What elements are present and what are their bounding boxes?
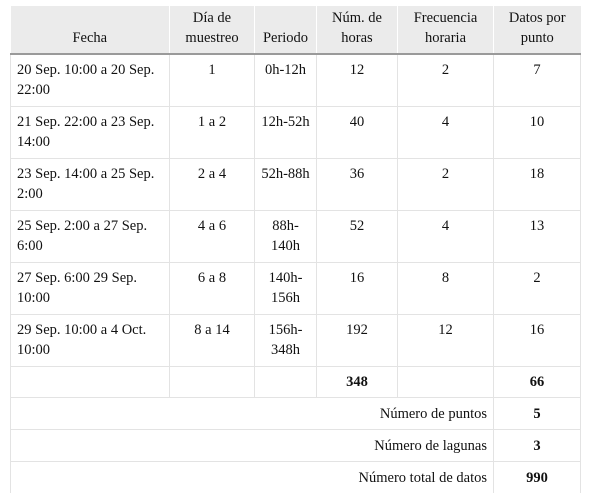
cell-horas: 36 bbox=[317, 159, 398, 211]
cell-fecha: 25 Sep. 2:00 a 27 Sep. 6:00 bbox=[11, 211, 170, 263]
header-num-horas: Núm. de horas bbox=[317, 6, 398, 54]
table-body bbox=[11, 54, 581, 493]
cell-datos: 10 bbox=[494, 107, 581, 159]
summary-label: Número total de datos bbox=[11, 462, 494, 493]
header-row bbox=[11, 6, 581, 54]
header-fecha: Fecha bbox=[11, 6, 170, 54]
cell-periodo: 140h-156h bbox=[255, 263, 317, 315]
cell-horas: 12 bbox=[317, 54, 398, 107]
empty-cell bbox=[170, 367, 255, 398]
summary-row-total-datos bbox=[11, 462, 581, 493]
summary-row-lagunas bbox=[11, 430, 581, 462]
cell-periodo: 12h-52h bbox=[255, 107, 317, 159]
cell-periodo: 52h-88h bbox=[255, 159, 317, 211]
table-row bbox=[11, 263, 581, 315]
cell-fecha: 20 Sep. 10:00 a 20 Sep. 22:00 bbox=[11, 54, 170, 107]
empty-cell bbox=[255, 367, 317, 398]
cell-fecha: 23 Sep. 14:00 a 25 Sep. 2:00 bbox=[11, 159, 170, 211]
cell-frecuencia: 12 bbox=[398, 315, 494, 367]
header-datos-por-punto: Datos por punto bbox=[494, 6, 581, 54]
cell-periodo: 156h-348h bbox=[255, 315, 317, 367]
summary-value: 990 bbox=[494, 462, 581, 493]
header-periodo: Periodo bbox=[255, 6, 317, 54]
summary-value: 3 bbox=[494, 430, 581, 462]
cell-fecha: 29 Sep. 10:00 a 4 Oct. 10:00 bbox=[11, 315, 170, 367]
summary-label: Número de puntos bbox=[11, 398, 494, 430]
cell-datos: 13 bbox=[494, 211, 581, 263]
table-row bbox=[11, 211, 581, 263]
cell-horas: 16 bbox=[317, 263, 398, 315]
cell-datos: 18 bbox=[494, 159, 581, 211]
empty-cell bbox=[11, 367, 170, 398]
cell-dia: 6 a 8 bbox=[170, 263, 255, 315]
table-header bbox=[11, 6, 581, 54]
cell-dia: 1 bbox=[170, 54, 255, 107]
cell-fecha: 21 Sep. 22:00 a 23 Sep. 14:00 bbox=[11, 107, 170, 159]
total-data-per-point: 66 bbox=[494, 367, 581, 398]
totals-row bbox=[11, 367, 581, 398]
cell-frecuencia: 4 bbox=[398, 107, 494, 159]
cell-frecuencia: 2 bbox=[398, 159, 494, 211]
table-row bbox=[11, 315, 581, 367]
total-hours: 348 bbox=[317, 367, 398, 398]
cell-frecuencia: 2 bbox=[398, 54, 494, 107]
table-row bbox=[11, 159, 581, 211]
header-dia-muestreo: Día de muestreo bbox=[170, 6, 255, 54]
cell-horas: 40 bbox=[317, 107, 398, 159]
table-row bbox=[11, 54, 581, 107]
table-row bbox=[11, 107, 581, 159]
sampling-table bbox=[10, 6, 581, 493]
cell-periodo: 88h-140h bbox=[255, 211, 317, 263]
cell-horas: 52 bbox=[317, 211, 398, 263]
cell-dia: 2 a 4 bbox=[170, 159, 255, 211]
summary-row-puntos bbox=[11, 398, 581, 430]
cell-fecha: 27 Sep. 6:00 29 Sep. 10:00 bbox=[11, 263, 170, 315]
cell-datos: 2 bbox=[494, 263, 581, 315]
cell-dia: 1 a 2 bbox=[170, 107, 255, 159]
cell-dia: 4 a 6 bbox=[170, 211, 255, 263]
cell-datos: 7 bbox=[494, 54, 581, 107]
empty-cell bbox=[398, 367, 494, 398]
cell-datos: 16 bbox=[494, 315, 581, 367]
cell-frecuencia: 4 bbox=[398, 211, 494, 263]
header-frecuencia-horaria: Frecuencia horaria bbox=[398, 6, 494, 54]
summary-label: Número de lagunas bbox=[11, 430, 494, 462]
cell-dia: 8 a 14 bbox=[170, 315, 255, 367]
cell-horas: 192 bbox=[317, 315, 398, 367]
cell-periodo: 0h-12h bbox=[255, 54, 317, 107]
cell-frecuencia: 8 bbox=[398, 263, 494, 315]
summary-value: 5 bbox=[494, 398, 581, 430]
